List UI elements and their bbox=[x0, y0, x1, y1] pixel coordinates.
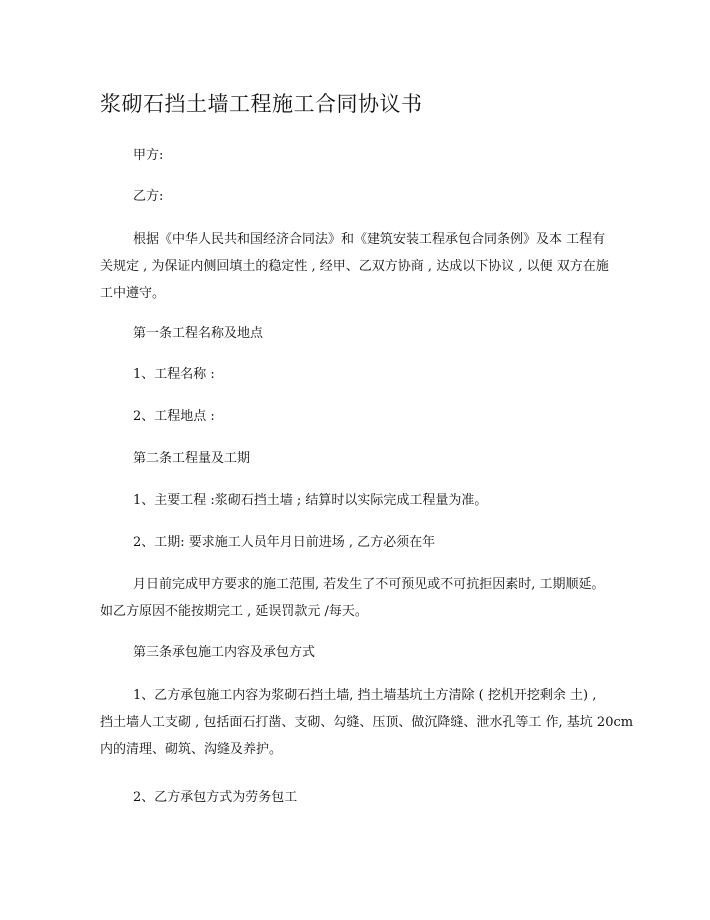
intro-line-1: 根据《中华人民共和国经济合同法》和《建筑安装工程承包合同条例》及本 工程有 bbox=[133, 232, 606, 247]
article3-item1-line3: 内的清理、砌筑、沟缝及养护。 bbox=[100, 742, 283, 757]
party-b-line: 乙方: bbox=[133, 189, 164, 204]
intro-line-3: 工中遵守。 bbox=[100, 286, 166, 301]
intro-line-2: 关规定 , 为保证内侧回填土的稳定性 , 经甲、乙双方协商 , 达成以下协议 , 以便 双方在施 bbox=[100, 259, 609, 274]
article3-item1-line2: 挡土墙人工支砌 , 包括面石打凿、支砌、勾缝、压顶、做沉降缝、泄水孔等工 作, 基坑 20cm bbox=[100, 715, 634, 730]
article3-item1-line1: 1、乙方承包施工内容为浆砌石挡土墙, 挡土墙基坑土方清除 ( 挖机开挖剩余 土) , bbox=[133, 688, 597, 703]
document-title: 浆砌石挡土墙工程施工合同协议书 bbox=[100, 92, 423, 116]
party-a-line: 甲方: bbox=[133, 148, 164, 163]
article2-heading: 第二条工程量及工期 bbox=[133, 451, 251, 466]
article2-continuation-2: 如乙方原因不能按期完工 , 延误罚款元 /每天。 bbox=[100, 604, 368, 619]
article2-item1: 1、主要工程 :浆砌石挡土墙 ; 结算时以实际完成工程量为准。 bbox=[133, 493, 488, 508]
article2-item2: 2、工期: 要求施工人员年月日前进场 , 乙方必须在年 bbox=[133, 535, 436, 550]
article1-item2: 2、工程地点 : bbox=[133, 409, 215, 424]
article3-item2: 2、乙方承包方式为劳务包工 bbox=[133, 790, 298, 805]
article1-item1: 1、工程名称 : bbox=[133, 367, 215, 382]
article3-heading: 第三条承包施工内容及承包方式 bbox=[133, 645, 316, 660]
article1-heading: 第一条工程名称及地点 bbox=[133, 326, 264, 341]
article2-continuation-1: 月日前完成甲方要求的施工范围, 若发生了不可预见或不可抗拒因素时, 工期顺延。 bbox=[133, 577, 605, 592]
